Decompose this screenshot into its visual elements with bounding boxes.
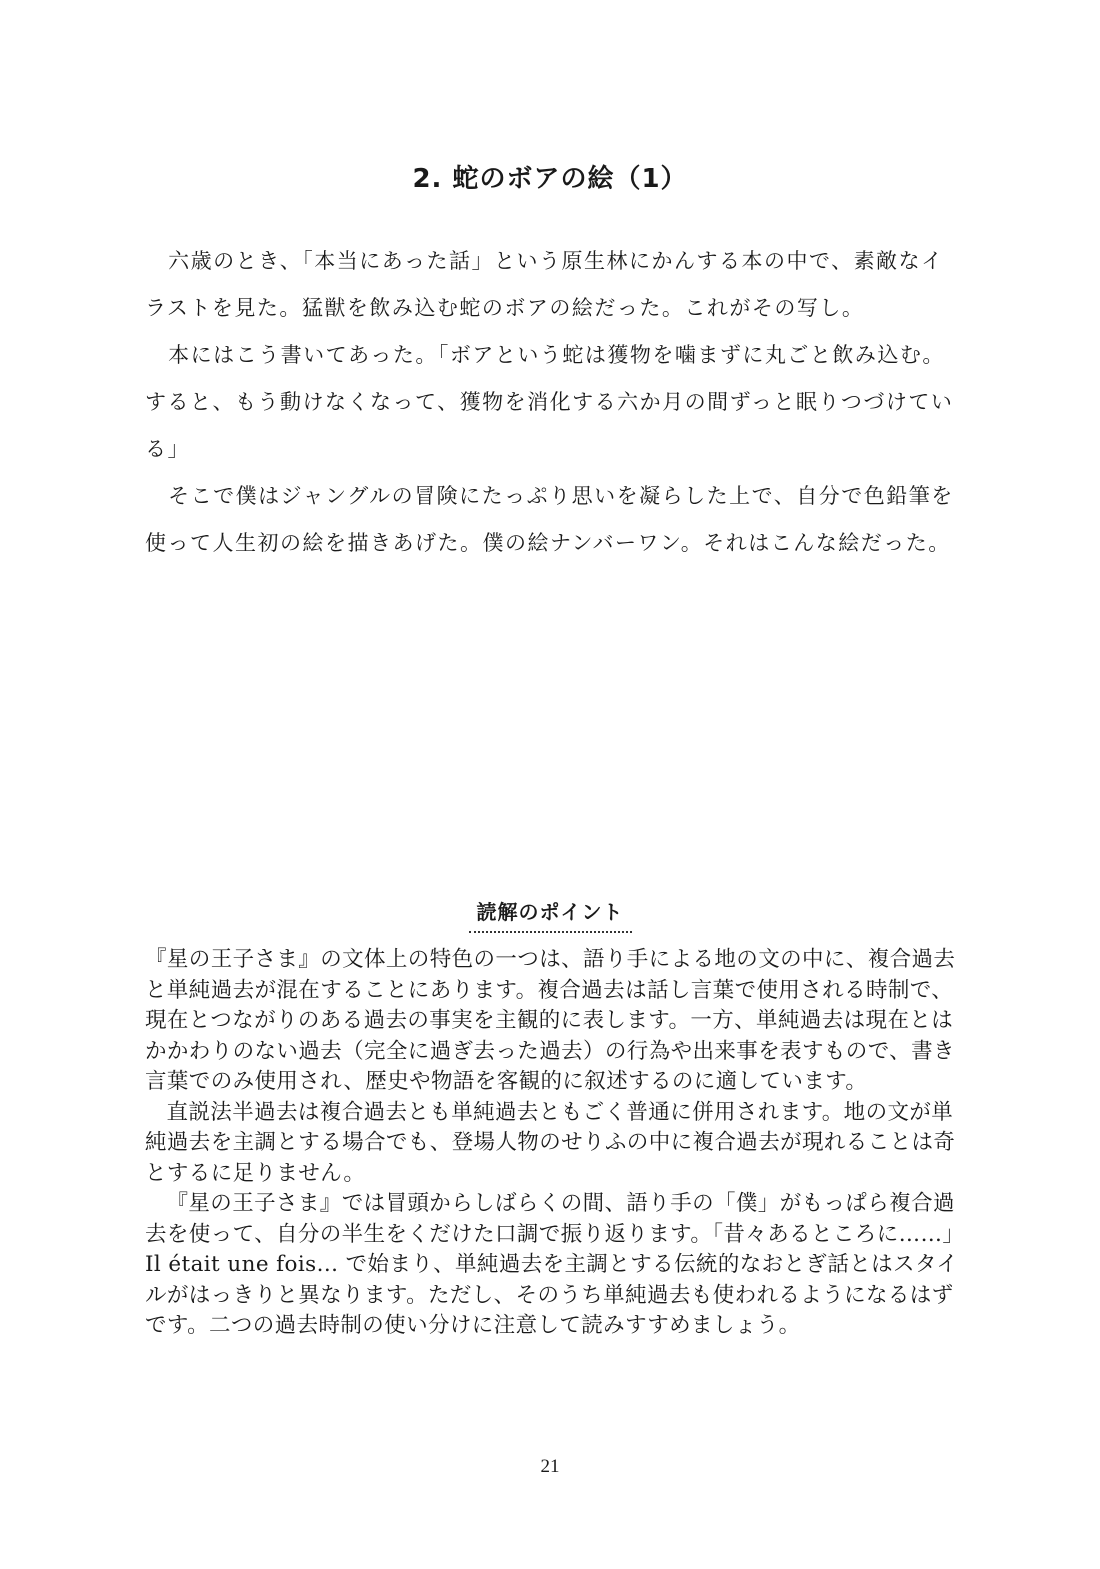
reading-points-paragraph: 『星の王子さま』の文体上の特色の一つは、語り手による地の文の中に、複合過去と単純過去が混在することにあります。複合過去は話し言葉で使用される時制で、現在とつながりのある過去の事実を主観的に表します。一方、単純過去は現在とはかかわりのない過去（完全に過ぎ去った過去）の行為や出来事を表すもので、書き言葉でのみ使用され、歴史や物語を客観的に叙述するのに適しています。 [145, 947, 956, 1094]
reading-points-text [145, 945, 960, 1342]
reading-points-paragraph: 『星の王子さま』では冒頭からしばらくの間、語り手の「僕」がもっぱら複合過去を使って、自分の半生をくだけた口調で振り返ります。「昔々あるところに……」Il était une fois... で始まり、単純過去を主調とする伝統的なおとぎ話とはスタイルがはっきりと異なります。ただし、そのうち単純過去も使われるようになるはずです。二つの過去時制の使い分けに注意して読みすすめましょう。 [145, 1191, 959, 1338]
page-number: 21 [540, 1456, 560, 1477]
reading-points-paragraph: 直説法半過去は複合過去とも単純過去ともごく普通に併用されます。地の文が単純過去を主調とする場合でも、登場人物のせりふの中に複合過去が現れることは奇とするに足りません。 [145, 1099, 956, 1186]
reading-points-header [0, 896, 1100, 933]
story-text [145, 238, 960, 567]
chapter-title: 2. 蛇のボアの絵（1） [412, 164, 688, 194]
story-paragraph: 本にはこう書いてあった。「ボアという蛇は獲物を噛まずに丸ごと飲み込む。すると、もう動けなくなって、獲物を消化する六か月の間ずっと眠りつづけている」 [145, 343, 954, 461]
reading-points-heading: 読解のポイント [469, 896, 632, 933]
story-paragraph: 六歳のとき、「本当にあった話」という原生林にかんする本の中で、素敵なイラストを見た。猛獣を飲み込む蛇のボアの絵だった。これがその写し。 [145, 249, 944, 320]
story-paragraph: そこで僕はジャングルの冒険にたっぷり思いを凝らした上で、自分で色鉛筆を使って人生初の絵を描きあげた。僕の絵ナンバーワン。それはこんな絵だった。 [145, 484, 954, 555]
